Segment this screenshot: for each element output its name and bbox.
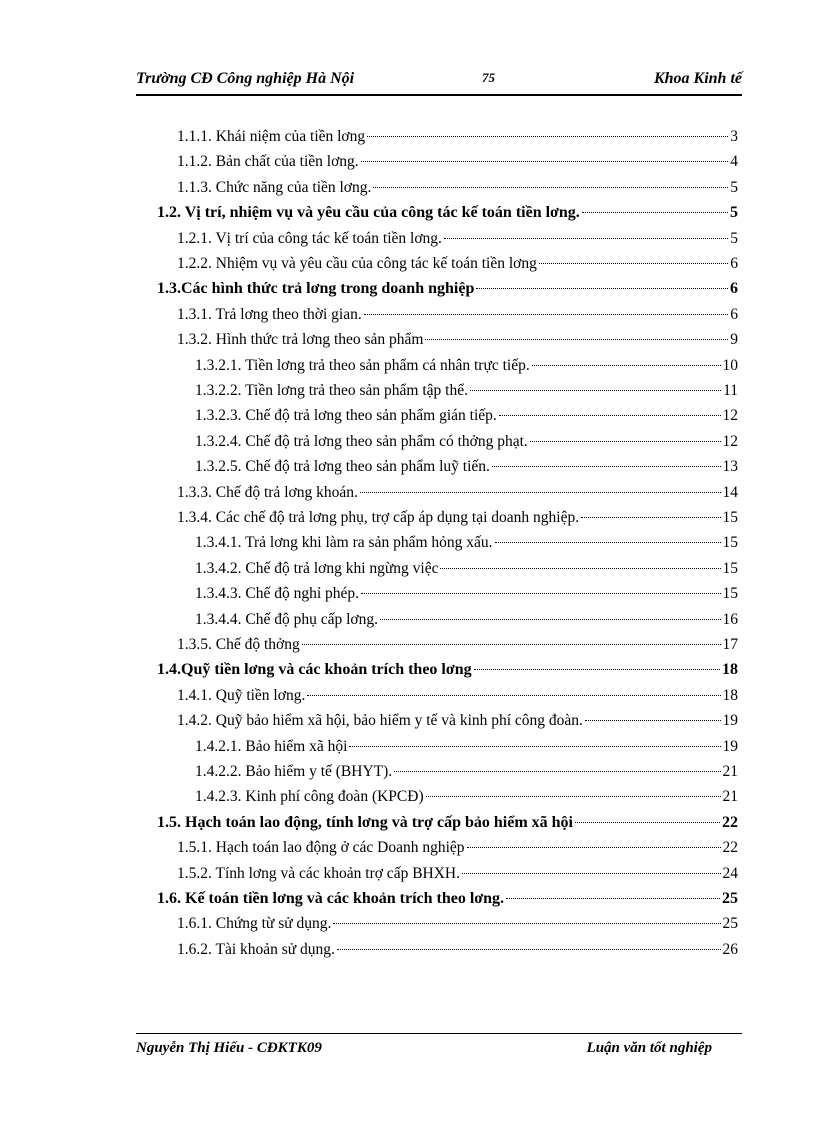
header-school: Trường CĐ Công nghiệp Hà Nội (136, 70, 355, 87)
toc-entry-page: 14 (722, 483, 738, 501)
toc-section-row (157, 280, 738, 302)
header-page-number: 75 (482, 70, 495, 85)
toc-entry-label: 1.2. Vị trí, nhiệm vụ và yêu cầu của công tác kế toán tiền lơng. (157, 204, 580, 222)
toc-leader-dots (440, 568, 720, 569)
toc-entry-label: 1.1.3. Chức năng của tiền lơng. (177, 178, 372, 196)
footer-author: Nguyễn Thị Hiếu - CĐKTK09 (136, 1040, 322, 1056)
toc-entry-label: 1.3.1. Trả lơng theo thời gian. (177, 305, 362, 323)
toc-leader-dots (360, 492, 721, 493)
toc-entry-row (195, 585, 738, 607)
toc-entry-page: 6 (730, 305, 738, 323)
toc-entry-page: 15 (722, 509, 738, 526)
toc-entry-page: 13 (722, 458, 738, 476)
toc-leader-dots (367, 136, 728, 137)
toc-leader-dots (444, 238, 728, 239)
toc-leader-dots (539, 263, 728, 264)
toc-entry-label: 1.3.4.1. Trả lơng khi làm ra sản phẩm hỏng xấu. (195, 534, 493, 552)
toc-leader-dots (462, 873, 721, 874)
toc-entry-label: 1.3.4.3. Chế độ nghỉ phép. (195, 585, 360, 603)
toc-entry-page: 18 (722, 661, 738, 679)
toc-entry-page: 21 (722, 788, 738, 806)
toc-entry-row (177, 306, 738, 328)
toc-entry-row (177, 636, 738, 658)
toc-entry-row (177, 915, 738, 937)
toc-entry-page: 19 (722, 712, 738, 730)
toc-entry-row (177, 712, 738, 734)
page-footer (136, 1040, 742, 1058)
toc-entry-page: 4 (730, 153, 738, 171)
toc-leader-dots (337, 949, 721, 950)
toc-entry-row (177, 941, 738, 963)
toc-leader-dots (361, 593, 720, 594)
toc-entry-row (177, 865, 738, 887)
toc-entry-page: 17 (722, 636, 738, 653)
toc-leader-dots (380, 619, 721, 620)
toc-entry-label: 1.5. Hạch toán lao động, tính lơng và trợ cấp bảo hiểm xã hội (157, 813, 573, 831)
toc-leader-dots (581, 517, 720, 518)
toc-entry-page: 3 (730, 128, 738, 145)
toc-entry-page: 22 (722, 839, 738, 857)
toc-leader-dots (499, 415, 721, 416)
toc-entry-page: 11 (723, 382, 738, 399)
toc-entry-label: 1.3.2.4. Chế độ trả lơng theo sản phẩm có thởng phạt. (195, 432, 528, 450)
toc-entry-label: 1.3.2.3. Chế độ trả lơng theo sản phẩm gián tiếp. (195, 407, 497, 425)
toc-entry-label: 1.2.1. Vị trí của công tác kế toán tiền lơng. (177, 229, 442, 247)
toc-section-row (157, 661, 738, 683)
toc-entry-row (195, 763, 738, 785)
toc-entry-label: 1.3.2. Hình thức trả lơng theo sản phẩm (177, 331, 424, 349)
toc-section-row (157, 204, 738, 226)
toc-leader-dots (467, 847, 721, 848)
toc-entry-page: 15 (722, 585, 738, 603)
toc-entry-row (195, 433, 738, 455)
toc-entry-page: 5 (730, 229, 738, 247)
toc-entry-page: 5 (730, 204, 738, 222)
toc-leader-dots (349, 746, 720, 747)
toc-leader-dots (582, 212, 728, 213)
page-header (136, 66, 742, 96)
toc-leader-dots (361, 161, 729, 162)
toc-leader-dots (364, 314, 729, 315)
toc-entry-row (195, 458, 738, 480)
toc-entry-page: 19 (722, 737, 738, 755)
toc-entry-row (177, 839, 738, 861)
toc-entry-page: 10 (722, 356, 738, 374)
toc-entry-label: 1.3.5. Chế độ thởng (177, 636, 300, 653)
toc-entry-row (177, 331, 738, 353)
toc-entry-page: 26 (722, 940, 738, 958)
toc-entry-row (195, 560, 738, 582)
toc-entry-row (195, 611, 738, 633)
toc-entry-row (195, 738, 738, 760)
toc-entry-page: 22 (722, 813, 738, 831)
toc-entry-label: 1.6.2. Tài khoản sử dụng. (177, 940, 335, 958)
toc-entry-row (177, 153, 738, 175)
toc-entry-label: 1.3.2.5. Chế độ trả lơng theo sản phẩm luỹ tiến. (195, 458, 490, 476)
toc-entry-label: 1.3.2.2. Tiền lơng trả theo sản phẩm tập thể. (195, 382, 468, 399)
toc-entry-label: 1.4.2.1. Bảo hiểm xã hội (195, 737, 348, 755)
toc-leader-dots (575, 822, 720, 823)
toc-leader-dots (532, 365, 721, 366)
toc-leader-dots (495, 542, 721, 543)
toc-entry-label: 1.4.2.3. Kinh phí công đoàn (KPCĐ) (195, 788, 424, 806)
toc-leader-dots (307, 695, 720, 696)
toc-leader-dots (476, 288, 728, 289)
toc-section-row (157, 890, 738, 912)
toc-leader-dots (585, 720, 721, 721)
toc-entry-page: 16 (722, 610, 738, 628)
toc-leader-dots (302, 644, 721, 645)
toc-entry-page: 12 (722, 407, 738, 425)
toc-entry-label: 1.3.4. Các chế độ trả lơng phụ, trợ cấp áp dụng tại doanh nghiệp. (177, 509, 580, 526)
toc-entry-row (177, 509, 738, 531)
toc-entry-row (195, 357, 738, 379)
footer-thesis: Luận văn tốt nghiệp (586, 1040, 712, 1056)
toc-entry-label: 1.1.2. Bản chất của tiền lơng. (177, 153, 359, 171)
toc-leader-dots (470, 390, 721, 391)
toc-entry-label: 1.6. Kế toán tiền lơng và các khoản trích theo lơng. (157, 890, 505, 907)
toc-entry-label: 1.1.1. Khái niệm của tiền lơng (177, 128, 366, 145)
toc-entry-row (177, 484, 738, 506)
toc-entry-label: 1.3.4.2. Chế độ trả lơng khi ngừng việc (195, 559, 439, 577)
toc-entry-label: 1.4.Quỹ tiền lơng và các khoản trích theo lơng (157, 661, 472, 679)
toc-entry-label: 1.6.1. Chứng từ sử dụng. (177, 915, 332, 933)
toc-entry-page: 24 (722, 864, 738, 882)
toc-entry-row (195, 534, 738, 556)
toc-leader-dots (492, 466, 721, 467)
toc-entry-row (195, 788, 738, 810)
toc-leader-dots (373, 187, 728, 188)
toc-entry-page: 15 (722, 559, 738, 577)
toc-entry-row (177, 255, 738, 277)
toc-entry-label: 1.3.2.1. Tiền lơng trả theo sản phẩm cá nhân trực tiếp. (195, 356, 530, 374)
toc-leader-dots (333, 923, 720, 924)
toc-entry-label: 1.3.4.4. Chế độ phụ cấp lơng. (195, 610, 378, 628)
toc-entry-label: 1.5.2. Tính lơng và các khoản trợ cấp BHXH. (177, 864, 460, 882)
toc-entry-page: 5 (730, 178, 738, 196)
toc-entry-page: 12 (722, 432, 738, 450)
toc-entry-row (195, 407, 738, 429)
toc-entry-page: 21 (722, 763, 738, 780)
toc-leader-dots (394, 771, 720, 772)
header-faculty: Khoa Kinh tế (653, 70, 742, 87)
toc-entry-label: 1.5.1. Hạch toán lao động ở các Doanh nghiệp (177, 839, 465, 857)
toc-entry-label: 1.3.3. Chế độ trả lơng khoán. (177, 483, 358, 501)
toc-section-row (157, 814, 738, 836)
toc-entry-label: 1.2.2. Nhiệm vụ và yêu cầu của công tác kế toán tiền lơng (177, 255, 537, 272)
toc-entry-row (195, 382, 738, 404)
toc-entry-page: 25 (722, 915, 738, 933)
toc-entry-page: 9 (730, 331, 738, 349)
toc-leader-dots (506, 898, 720, 899)
toc-entry-row (177, 179, 738, 201)
toc-entry-label: 1.3.Các hình thức trả lơng trong doanh nghiệp (157, 280, 475, 298)
footer-divider (136, 1033, 742, 1034)
toc-entry-label: 1.4.1. Quỹ tiền lơng. (177, 686, 306, 704)
toc-entry-page: 25 (722, 890, 738, 907)
toc-leader-dots (474, 669, 720, 670)
toc-leader-dots (530, 441, 721, 442)
toc-entry-row (177, 687, 738, 709)
toc-entry-page: 18 (722, 686, 738, 704)
toc-leader-dots (426, 796, 721, 797)
toc-entry-page: 6 (730, 255, 738, 272)
toc-entry-label: 1.4.2. Quỹ bảo hiểm xã hội, bảo hiểm y tế và kinh phí công đoàn. (177, 712, 583, 730)
toc-leader-dots (425, 339, 728, 340)
toc-entry-row (177, 230, 738, 252)
toc-entry-row (177, 128, 738, 150)
toc-entry-page: 6 (730, 280, 738, 298)
toc-entry-page: 15 (722, 534, 738, 552)
toc-entry-label: 1.4.2.2. Bảo hiểm y tế (BHYT). (195, 763, 393, 780)
